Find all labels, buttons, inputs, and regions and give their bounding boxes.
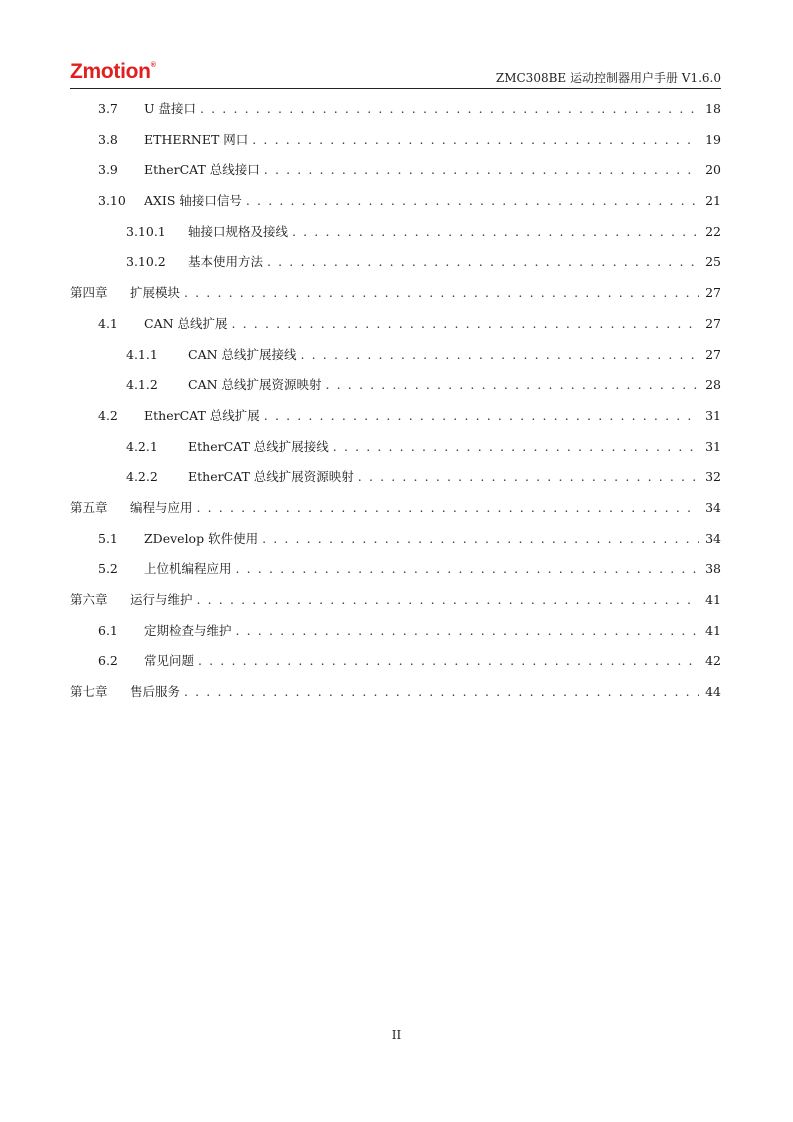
toc-entry-number: 4.1.1: [126, 346, 158, 362]
toc-entry-number: 3.10.2: [126, 254, 166, 270]
toc-entry-title: 扩展模块: [130, 285, 181, 301]
toc-entry-page: 27: [705, 346, 721, 362]
toc-entry[interactable]: [70, 251, 721, 282]
toc-entry-number: 3.8: [98, 131, 118, 147]
document-title: ZMC308BE 运动控制器用户手册 V1.6.0: [495, 71, 721, 85]
toc-dot-leader: [262, 528, 699, 550]
toc-entry[interactable]: [70, 528, 721, 559]
toc-entry-title: 运行与维护: [130, 592, 193, 607]
toc-dot-leader: [184, 282, 699, 304]
toc-entry-title: CAN 总线扩展: [144, 315, 228, 331]
toc-entry-title: 售后服务: [130, 684, 181, 700]
toc-entry-number: 4.1: [98, 315, 118, 331]
toc-entry-page: 27: [705, 285, 721, 301]
toc-entry-number: 第五章: [70, 499, 108, 515]
toc-entry[interactable]: [70, 129, 721, 160]
toc-dot-leader: [197, 497, 699, 519]
toc-entry-title: EtherCAT 总线接口: [144, 162, 260, 178]
toc-entry[interactable]: [70, 405, 721, 436]
toc-entry[interactable]: [70, 436, 721, 467]
toc-entry-number: 5.1: [98, 530, 118, 546]
toc-entry[interactable]: [70, 497, 721, 528]
toc-entry-title: CAN 总线扩展资源映射: [188, 377, 322, 393]
toc-entry[interactable]: [70, 650, 721, 681]
toc-entry-page: 34: [705, 530, 721, 546]
toc-dot-leader: [246, 190, 699, 212]
toc-entry-page: 44: [705, 684, 721, 700]
toc-dot-leader: [292, 221, 699, 243]
toc-dot-leader: [236, 558, 699, 580]
toc-entry[interactable]: [70, 466, 721, 497]
toc-entry-title: 上位机编程应用: [144, 561, 232, 577]
table-of-contents: [70, 98, 721, 712]
toc-entry-title: EtherCAT 总线扩展接线: [188, 438, 329, 454]
toc-dot-leader: [264, 159, 699, 181]
toc-entry-number: 4.1.2: [126, 377, 158, 393]
toc-entry-title: 常见问题: [144, 653, 195, 669]
toc-entry-number: 4.2: [98, 407, 118, 423]
toc-entry-title: CAN 总线扩展接线: [188, 346, 297, 362]
toc-entry[interactable]: [70, 98, 721, 129]
page-footer: [0, 1028, 793, 1042]
toc-dot-leader: [264, 405, 699, 427]
toc-entry-page: 42: [705, 653, 721, 669]
toc-entry-page: 34: [705, 499, 721, 515]
toc-entry-title: 编程与应用: [130, 499, 193, 515]
toc-entry-number: 4.2.2: [126, 469, 158, 485]
toc-entry[interactable]: [70, 558, 721, 589]
toc-dot-leader: [197, 589, 699, 611]
toc-entry-title: 基本使用方法: [188, 254, 264, 270]
toc-dot-leader: [200, 98, 699, 120]
toc-entry[interactable]: [70, 282, 721, 313]
toc-entry-number: 3.10: [98, 193, 126, 209]
toc-dot-leader: [232, 313, 699, 335]
toc-entry-page: 19: [705, 131, 721, 147]
toc-dot-leader: [184, 681, 699, 703]
toc-entry-page: 28: [705, 377, 721, 393]
toc-entry-page: 41: [705, 592, 721, 607]
registered-mark: ®: [150, 62, 156, 69]
toc-entry-title: EtherCAT 总线扩展: [144, 407, 260, 423]
page-header: [70, 60, 721, 89]
toc-entry-number: 3.7: [98, 101, 118, 116]
zmotion-logo: [70, 60, 156, 84]
toc-entry-page: 25: [705, 254, 721, 270]
toc-entry[interactable]: [70, 221, 721, 252]
toc-entry-page: 38: [705, 561, 721, 577]
toc-entry-title: ETHERNET 网口: [144, 131, 249, 147]
toc-entry-number: 6.2: [98, 653, 118, 669]
toc-entry-title: EtherCAT 总线扩展资源映射: [188, 469, 354, 485]
toc-entry-page: 20: [705, 162, 721, 178]
toc-entry-number: 3.10.1: [126, 223, 166, 239]
toc-entry[interactable]: [70, 374, 721, 405]
toc-entry-title: ZDevelop 软件使用: [144, 530, 259, 546]
toc-entry[interactable]: [70, 190, 721, 221]
toc-entry-number: 6.1: [98, 622, 118, 638]
toc-entry-title: AXIS 轴接口信号: [144, 193, 242, 209]
toc-entry-number: 5.2: [98, 561, 118, 577]
page-number: II: [391, 1028, 402, 1042]
toc-entry-page: 21: [705, 193, 721, 209]
toc-dot-leader: [333, 436, 699, 458]
toc-entry-page: 22: [705, 223, 721, 239]
toc-dot-leader: [301, 344, 699, 366]
toc-dot-leader: [198, 650, 699, 672]
toc-entry-page: 32: [705, 469, 721, 485]
toc-entry[interactable]: [70, 344, 721, 375]
toc-entry-number: 3.9: [98, 162, 118, 178]
toc-entry[interactable]: [70, 159, 721, 190]
toc-entry[interactable]: [70, 681, 721, 712]
toc-entry-number: 第四章: [70, 285, 108, 301]
toc-entry[interactable]: [70, 589, 721, 620]
toc-dot-leader: [267, 251, 699, 273]
toc-dot-leader: [326, 374, 699, 396]
toc-entry-title: 定期检查与维护: [144, 622, 232, 638]
toc-dot-leader: [358, 466, 699, 488]
toc-entry-title: U 盘接口: [144, 101, 197, 116]
toc-entry-number: 4.2.1: [126, 438, 158, 454]
toc-entry[interactable]: [70, 313, 721, 344]
toc-entry-page: 41: [705, 622, 721, 638]
toc-entry-page: 31: [705, 407, 721, 423]
toc-entry-title: 轴接口规格及接线: [188, 223, 289, 239]
toc-entry-page: 18: [705, 101, 721, 116]
toc-entry-page: 31: [705, 438, 721, 454]
toc-entry-number: 第七章: [70, 684, 108, 700]
toc-dot-leader: [236, 620, 699, 642]
toc-dot-leader: [252, 129, 699, 151]
toc-entry-page: 27: [705, 315, 721, 331]
toc-entry-number: 第六章: [70, 592, 108, 607]
toc-entry[interactable]: [70, 620, 721, 651]
logo-text: Zmotion: [70, 60, 151, 83]
